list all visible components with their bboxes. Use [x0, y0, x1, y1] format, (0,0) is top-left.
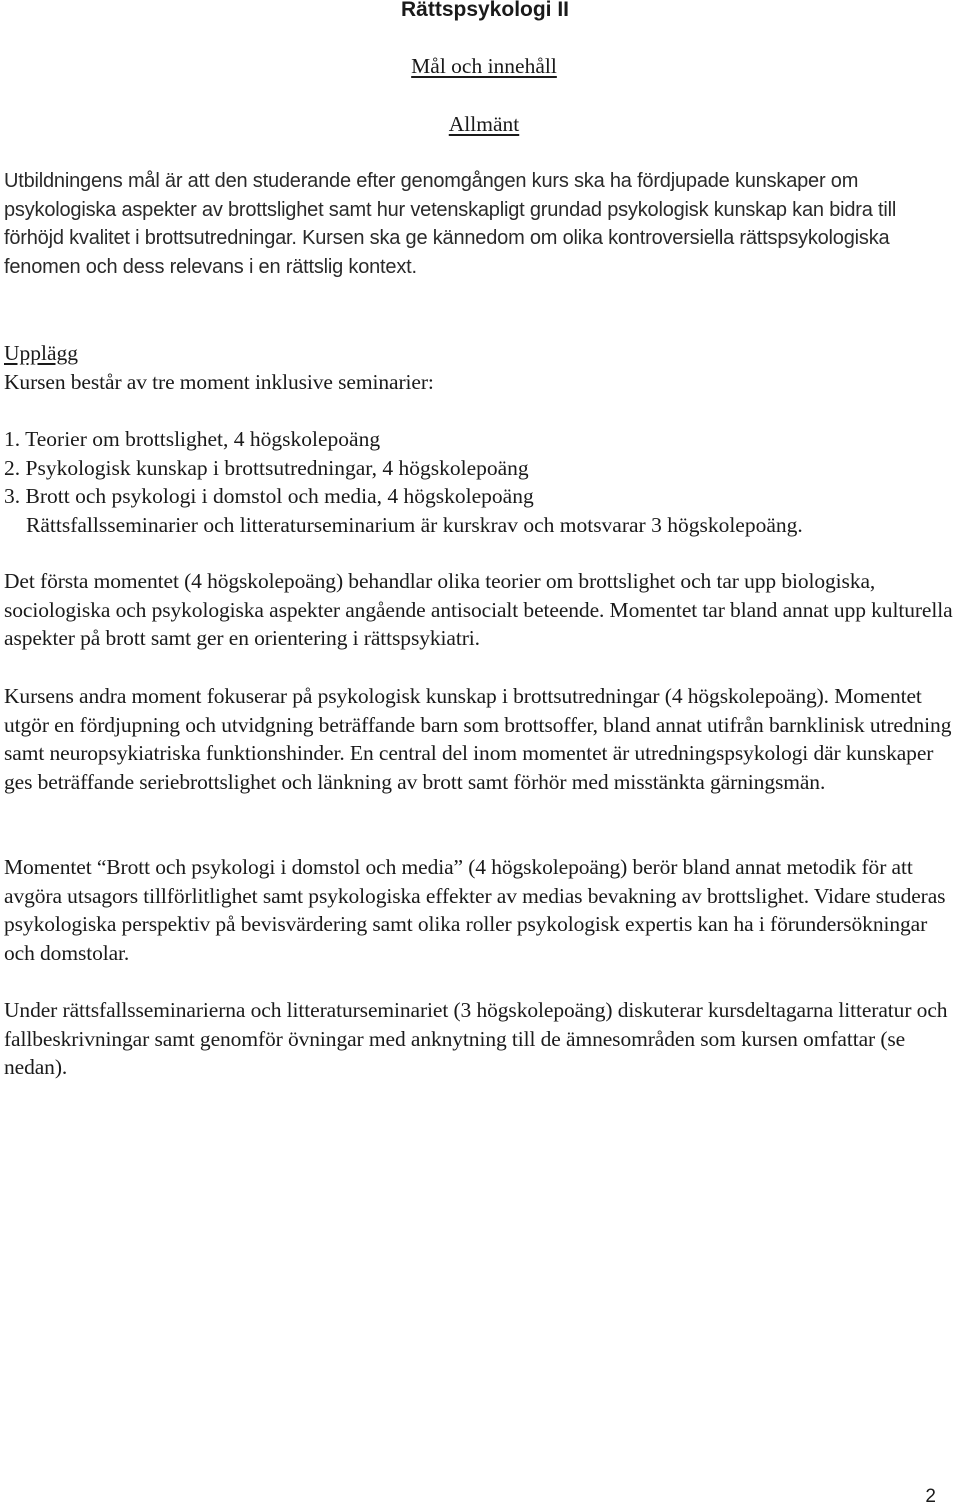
section-heading: Allmänt [448, 112, 520, 136]
paragraph-moment-3: Momentet “Brott och psykologi i domstol och media” (4 högskolepoäng) berör bland annat metodik för att avgöra utsagors tillförlitlighet samt psykologiska effekter av medias bevakning av brottslighet. Vidare studeras psykologiska perspektiv på bevisvärdering samt olika roller psykologisk expertis kan ha i förundersökningar och domstolar. [4, 855, 946, 965]
list-item: 3. Brott och psykologi i domstol och media, 4 högskolepoäng [4, 484, 534, 509]
document-title: Rättspsykologi II [400, 0, 570, 21]
moment-list [4, 425, 954, 539]
paragraph-moment-1: Det första momentet (4 högskolepoäng) behandlar olika teorier om brottslighet och tar upp biologiska, sociologiska och psykologiska aspekter angående antisocialt beteende. Momentet tar bland annat upp kulturella aspekter på brott samt ger en orientering i rättspsykiatri. [4, 569, 953, 651]
intro-paragraph: Utbildningens mål är att den studerande efter genomgången kurs ska ha fördjupade kunskaper om psykologiska aspekter av brottslighet samt hur vetenskapligt grundad psykologisk kunskap kan bidra till förhöjd kvalitet i brottsutredningar. Kursen ska ge kännedom om olika kontroversiella rättspsykologiska fenomen och dess relevans i en rättslig kontext. [4, 170, 897, 278]
upplagg-heading: Upplägg [4, 341, 79, 365]
upplagg-lead: Kursen består av tre moment inklusive seminarier: [4, 370, 434, 394]
paragraph-moment-2: Kursens andra moment fokuserar på psykologisk kunskap i brottsutredningar (4 högskolepoäng). Momentet utgör en fördjupning och utvidgning beträffande barn som brottsoffer, bland annat utifrån barnklinisk utredning samt neuropsykiatriska funktionshinder. En central del inom momentet är utredningspsykologi där kunskaper ges beträffande seriebrottslighet och länkning av brott samt förhör med misstänkta gärningsmän. [4, 684, 952, 794]
paragraph-seminars: Under rättsfallsseminarierna och litteraturseminariet (3 högskolepoäng) diskuterar kursdeltagarna litteratur och fallbeskrivningar samt genomför övningar med anknytning till de ämnesområden som kursen omfattar (se nedan). [4, 998, 948, 1080]
subtitle-heading: Mål och innehåll [411, 54, 557, 78]
list-item: 1. Teorier om brottslighet, 4 högskolepoäng [4, 427, 381, 451]
page-number: 2 [925, 1486, 936, 1507]
seminar-note: Rättsfallsseminarier och litteraturseminarium är kurskrav och motsvarar 3 högskolepoäng. [26, 512, 803, 537]
list-item: 2. Psykologisk kunskap i brottsutredningar, 4 högskolepoäng [4, 455, 529, 480]
